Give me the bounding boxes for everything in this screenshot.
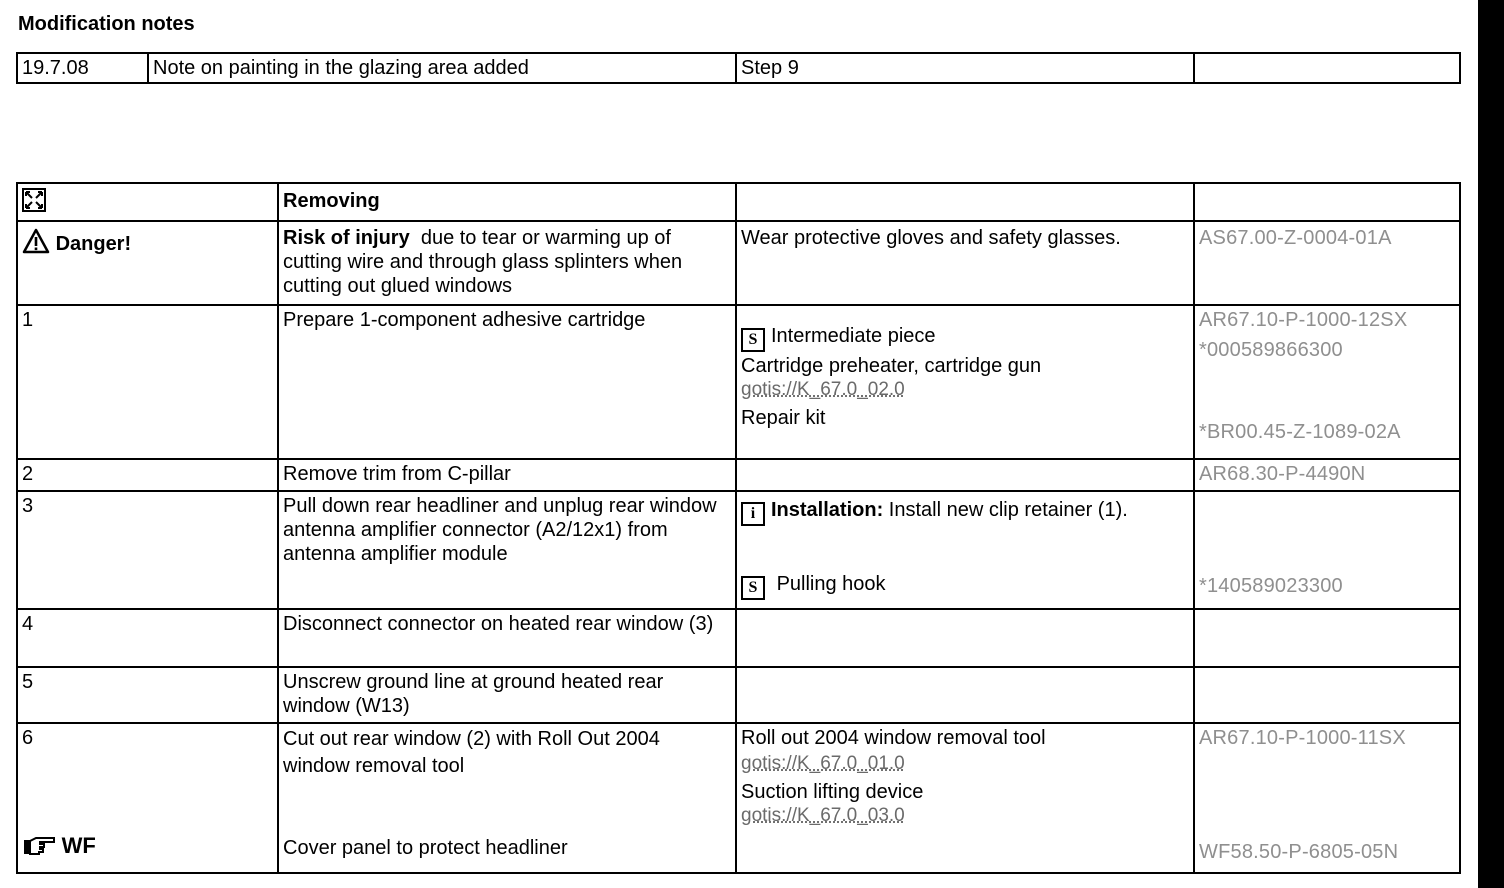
pointing-hand-icon [22, 834, 56, 856]
step-tools [736, 459, 1194, 491]
header-icon-cell [17, 183, 278, 221]
tool-cartridge: Cartridge preheater, cartridge gun [741, 355, 1042, 377]
tool-pulling-hook: Pulling hook [776, 573, 886, 595]
danger-ref: AS67.00-Z-0004-01A [1194, 221, 1460, 305]
table-row [17, 305, 1460, 459]
page-title: Modification notes [18, 13, 195, 35]
step-number: 4 [17, 609, 278, 667]
step-ref[interactable]: AR67.10-P-1000-11SX [1199, 727, 1406, 749]
step-text: Unscrew ground line at ground heated rear window (W13) [278, 667, 736, 723]
step-number: 1 [17, 305, 278, 459]
right-scrollbar-band [1478, 0, 1504, 888]
step-number: 6 [22, 727, 34, 749]
step-text-cell [278, 723, 736, 873]
header-empty [1194, 183, 1460, 221]
gotis-link[interactable]: gotis://K_67.0_01.0 [741, 753, 905, 774]
table-row [17, 667, 1460, 723]
gotis-link[interactable]: gotis://K_67.0_02.0 [741, 379, 905, 400]
table-row [17, 459, 1460, 491]
tool-intermediate-piece: Intermediate piece [771, 325, 936, 347]
installation-text: Install new clip retainer (1). [888, 499, 1128, 521]
step-text: Cut out rear window (2) with Roll Out 2004 window removal tool [283, 728, 660, 777]
step-number: 5 [17, 667, 278, 723]
installation-label: Installation: [771, 499, 884, 521]
mod-step: Step 9 [736, 53, 1194, 83]
part-number: *140589023300 [1199, 575, 1343, 597]
tool-repair-kit: Repair kit [741, 407, 826, 429]
part-number: *000589866300 [1199, 339, 1343, 361]
step-refs [1194, 305, 1460, 459]
wf-marker [22, 834, 273, 859]
table-row [17, 53, 1460, 83]
step-tools [736, 723, 1194, 873]
special-tool-icon: S [741, 328, 765, 352]
special-tool-icon: S [741, 576, 765, 600]
step-number-cell [17, 723, 278, 873]
tool-suction-lifting: Suction lifting device [741, 781, 924, 803]
gotis-link[interactable]: gotis://K_67.0_03.0 [741, 805, 905, 826]
procedure-table [16, 182, 1461, 874]
mod-date: 19.7.08 [17, 53, 148, 83]
warning-triangle-icon [22, 228, 50, 254]
danger-measure: Wear protective gloves and safety glasses. [736, 221, 1194, 305]
tool-roll-out: Roll out 2004 window removal tool [741, 727, 1046, 749]
header-removing: Removing [278, 183, 736, 221]
step-refs [1194, 609, 1460, 667]
step-tools [736, 609, 1194, 667]
part-number: *BR00.45-Z-1089-02A [1199, 421, 1401, 443]
danger-description [278, 221, 736, 305]
step-ref[interactable]: AR67.10-P-1000-12SX [1199, 309, 1408, 331]
danger-risk-title: Risk of injury [283, 227, 410, 249]
step-refs [1194, 667, 1460, 723]
danger-cell [17, 221, 278, 305]
mod-note: Note on painting in the glazing area added [148, 53, 736, 83]
modification-notes-table [16, 52, 1461, 84]
wf-text: Cover panel to protect headliner [283, 837, 568, 859]
step-tools [736, 305, 1194, 459]
table-row [17, 183, 1460, 221]
table-row [17, 609, 1460, 667]
step-tools [736, 667, 1194, 723]
table-row [17, 491, 1460, 609]
step-text: Pull down rear headliner and unplug rear window antenna amplifier connector (A2/12x1) from antenna amplifier module [278, 491, 736, 609]
table-row [17, 221, 1460, 305]
step-refs [1194, 491, 1460, 609]
expand-icon [22, 188, 46, 212]
step-tools [736, 491, 1194, 609]
danger-risk-text: due to tear or warming up of cutting wire and through glass splinters when cutting out glued windows [283, 227, 683, 297]
step-number: 3 [17, 491, 278, 609]
step-refs [1194, 723, 1460, 873]
mod-extra [1194, 53, 1460, 83]
step-number: 2 [17, 459, 278, 491]
step-text: Disconnect connector on heated rear window (3) [278, 609, 736, 667]
step-ref[interactable]: AR68.30-P-4490N [1194, 459, 1460, 491]
danger-label: Danger! [55, 233, 132, 255]
wf-ref[interactable]: WF58.50-P-6805-05N [1199, 841, 1399, 863]
info-icon: i [741, 502, 765, 526]
wf-label: WF [61, 833, 96, 858]
header-empty [736, 183, 1194, 221]
table-row [17, 723, 1460, 873]
step-text: Remove trim from C-pillar [278, 459, 736, 491]
step-text: Prepare 1-component adhesive cartridge [278, 305, 736, 459]
